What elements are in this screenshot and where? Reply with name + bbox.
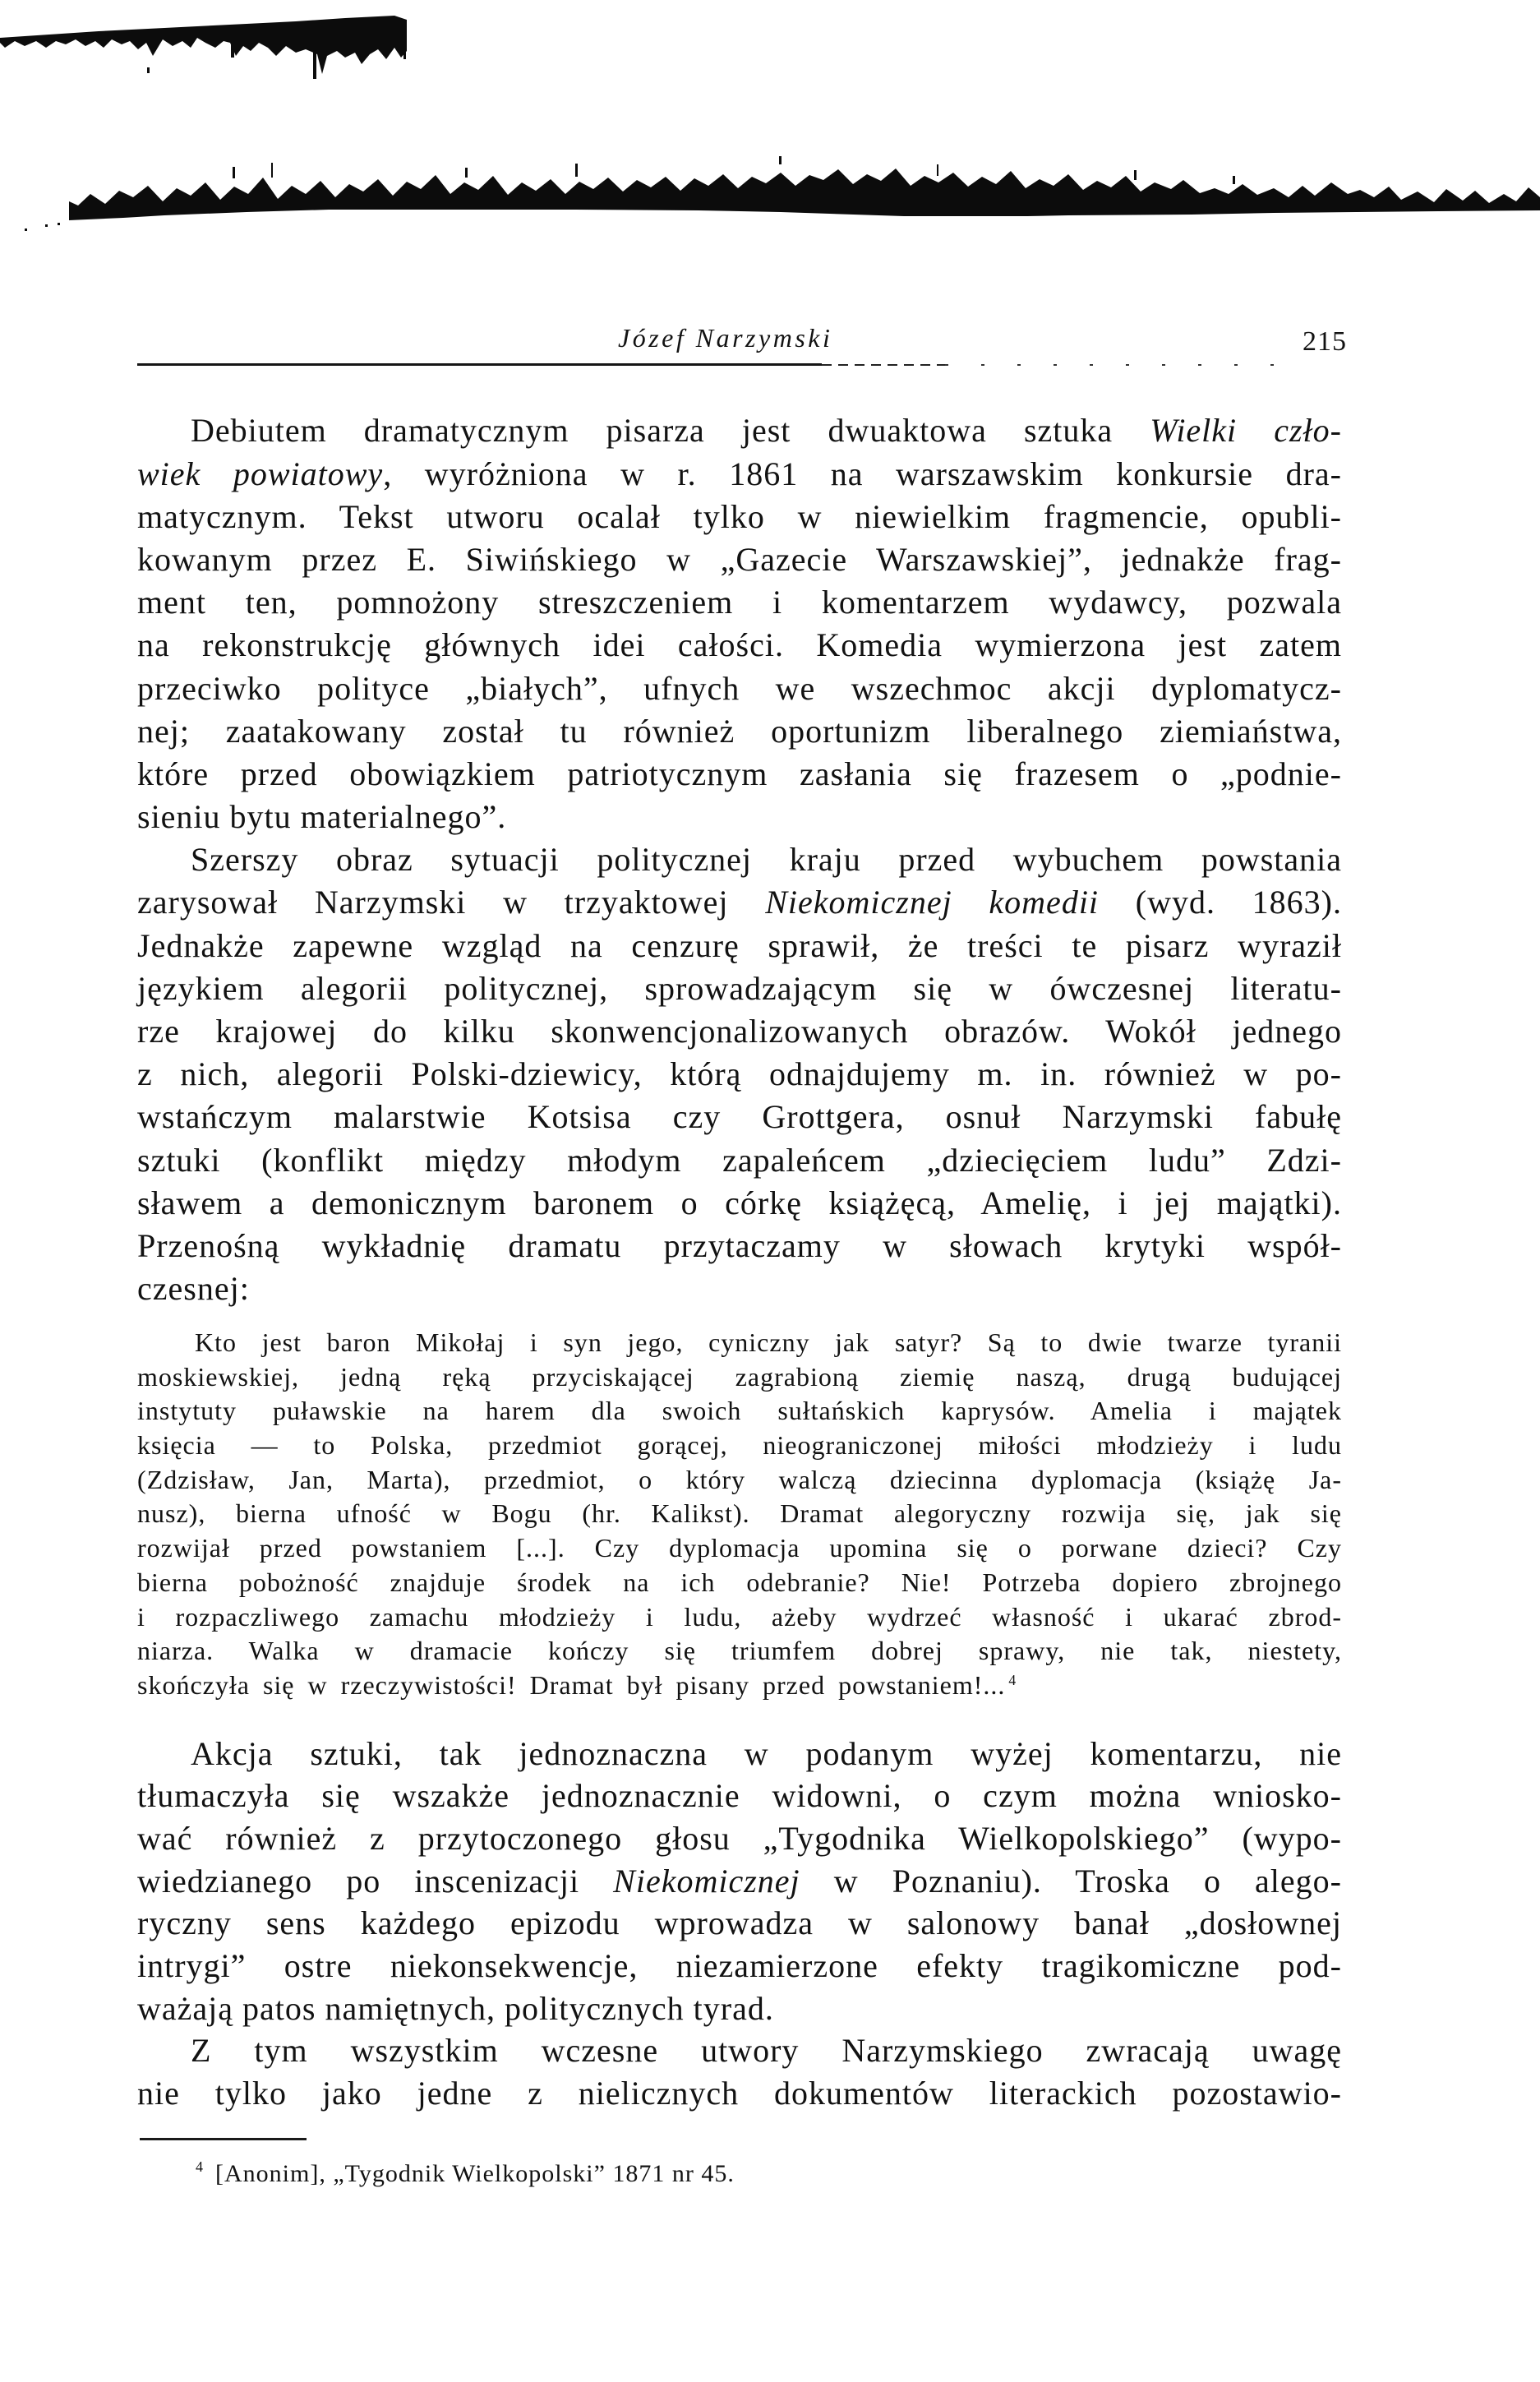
paragraph-2-line bbox=[137, 1267, 1342, 1310]
quote-line: i rozpaczliwego zamachu młodzieży i ludu, ażeby wydrzeć własność i ukarać zbrod- bbox=[137, 1601, 1342, 1632]
quote-line: rozwijał przed powstaniem [...]. Czy dyplomacja upomina się o porwane dzieci? Czy bbox=[137, 1533, 1342, 1563]
quote-line: (Zdzisław, Jan, Marta), przedmiot, o który walczą dziecinna dyplomacja (książę Ja- bbox=[137, 1464, 1342, 1494]
paragraph-2-line bbox=[137, 925, 1342, 967]
paragraph-2-line bbox=[137, 1096, 1342, 1138]
text-run: Przenośną wykładnię dramatu przytaczamy w słowach krytyki współ- bbox=[137, 1226, 1342, 1264]
page-number: 215 bbox=[1303, 326, 1347, 357]
footnote-marker: 4 bbox=[196, 2158, 204, 2175]
quote-line: nusz), bierna ufność w Bogu (hr. Kalikst). Dramat alegoryczny rozwija się, jak się bbox=[137, 1498, 1342, 1529]
paragraph-1-line bbox=[137, 710, 1342, 753]
paragraph-1-line bbox=[137, 538, 1342, 581]
header-rule-faded bbox=[822, 364, 945, 366]
paragraph-1-line bbox=[137, 496, 1342, 538]
text-run: skończyła się w rzeczywistości! Dramat był pisany przed powstaniem!... bbox=[137, 1669, 1006, 1700]
text-run: Akcja sztuki, tak jednoznaczna w podanym wyżej komentarzu, nie bbox=[191, 1734, 1342, 1772]
paragraph-2-line bbox=[137, 1010, 1342, 1053]
paragraph-2-line bbox=[137, 1225, 1342, 1267]
paragraph-3-line bbox=[137, 1775, 1342, 1817]
text-run: czesnej: bbox=[137, 1270, 250, 1308]
text-run: Z tym wszystkim wczesne utwory Narzymskiego zwracają uwagę bbox=[191, 2032, 1342, 2070]
quote-line bbox=[137, 1669, 1342, 1703]
text-run: sztuki (konflikt między młodym zapaleńcem „dziecięciem ludu” Zdzi- bbox=[137, 1141, 1342, 1179]
text-run: ważają patos namiętnych, politycznych tyrad. bbox=[137, 1989, 774, 2027]
body-text-continued bbox=[137, 1733, 1342, 2115]
footnote bbox=[137, 2159, 1342, 2189]
block-quote bbox=[137, 1326, 1342, 1703]
paragraph-3-line bbox=[137, 1987, 1342, 2030]
text-run: matycznym. Tekst utworu ocalał tylko w niewielkim fragmencie, opubli- bbox=[137, 497, 1342, 535]
text-run: językiem alegorii politycznej, sprowadzającym się w ówczesnej literatu- bbox=[137, 969, 1342, 1007]
footnote-text: [Anonim], „Tygodnik Wielkopolski” 1871 nr 45. bbox=[215, 2160, 735, 2187]
paragraph-2-line bbox=[137, 1053, 1342, 1096]
paragraph-1-line bbox=[137, 796, 1342, 838]
text-run: wstańczym malarstwie Kotsisa czy Grottgera, osnuł Narzymski fabułę bbox=[137, 1098, 1342, 1136]
italic-title: Wielki czło- bbox=[1150, 412, 1342, 450]
paragraph-1-line bbox=[137, 624, 1342, 667]
quote-line: bierna pobożność znajduje środek na ich odebranie? Nie! Potrzeba dopiero zbrojnego bbox=[137, 1567, 1342, 1597]
quote-line: instytuty puławskie na harem dla swoich sułtańskich kaprysów. Amelia i majątek bbox=[137, 1396, 1342, 1426]
paragraph-1-line bbox=[137, 453, 1342, 496]
paragraph-1-line bbox=[137, 581, 1342, 624]
paragraph-3-line bbox=[137, 1733, 1342, 1775]
paragraph-2-line bbox=[137, 967, 1342, 1010]
quote-line: niarza. Walka w dramacie kończy się triumfem dobrej sprawy, nie tak, niestety, bbox=[137, 1636, 1342, 1666]
paragraph-4-line bbox=[137, 2072, 1342, 2115]
top-band-smudge bbox=[69, 168, 1540, 220]
paragraph-2-line bbox=[137, 838, 1342, 881]
paragraph-1-line bbox=[137, 409, 1342, 452]
footnote-rule bbox=[140, 2138, 307, 2140]
quote-line: księcia — to Polska, przedmiot gorącej, nieograniczonej miłości młodzieży i ludu bbox=[137, 1430, 1342, 1461]
text-run: wiedzianego po inscenizacji bbox=[137, 1862, 614, 1900]
paragraph-3-line bbox=[137, 1945, 1342, 1987]
paragraph-2-line bbox=[137, 881, 1342, 924]
quote-line: Kto jest baron Mikołaj i syn jego, cyniczny jak satyr? Są to dwie twarze tyranii bbox=[195, 1327, 1342, 1357]
text-run: Szerszy obraz sytuacji politycznej kraju przed wybuchem powstania bbox=[191, 841, 1342, 879]
text-run: , wyróżniona w r. 1861 na warszawskim konkursie dra- bbox=[383, 455, 1342, 492]
running-head-author: Józef Narzymski bbox=[618, 323, 833, 353]
body-text bbox=[137, 409, 1342, 1310]
text-run: nie tylko jako jedne z nielicznych dokumentów literackich pozostawio- bbox=[137, 2075, 1342, 2112]
text-run: tłumaczyła się wszakże jednoznacznie widowni, o czym można wniosko- bbox=[137, 1777, 1342, 1815]
text-run: ryczny sens każdego epizodu wprowadza w salonowy banał „dosłownej bbox=[137, 1904, 1342, 1942]
quote-line: moskiewskiej, jedną ręką przyciskającej zagrabioną ziemię naszą, drugą budującej bbox=[137, 1361, 1342, 1392]
top-left-smudge bbox=[0, 16, 407, 74]
text-run: które przed obowiązkiem patriotycznym zasłania się frazesem o „podnie- bbox=[137, 755, 1342, 792]
text-run: Debiutem dramatycznym pisarza jest dwuaktowa sztuka bbox=[191, 412, 1150, 450]
text-run: kowanym przez E. Siwińskiego w „Gazecie Warszawskiej”, jednakże frag- bbox=[137, 540, 1342, 578]
italic-title: Niekomicznej komedii bbox=[765, 884, 1100, 921]
italic-title: wiek powiatowy bbox=[137, 455, 384, 492]
paragraph-2-line bbox=[137, 1182, 1342, 1225]
text-run: nej; zaatakowany został tu również oportunizm liberalnego ziemiaństwa, bbox=[137, 712, 1342, 750]
paragraph-4-line bbox=[137, 2029, 1342, 2072]
paragraph-1-line bbox=[137, 753, 1342, 796]
text-run: wać również z przytoczonego głosu „Tygodnika Wielkopolskiego” (wypo- bbox=[137, 1819, 1342, 1857]
italic-title: Niekomicznej bbox=[613, 1862, 800, 1900]
header-rule bbox=[137, 363, 822, 366]
scan-artifact-smudges bbox=[0, 0, 1540, 247]
text-run: na rekonstrukcję głównych idei całości. Komedia wymierzona jest zatem bbox=[137, 626, 1342, 664]
text-run: rze krajowej do kilku skonwencjonalizowanych obrazów. Wokół jednego bbox=[137, 1013, 1342, 1050]
paragraph-3-line bbox=[137, 1817, 1342, 1860]
text-run: z nich, alegorii Polski-dziewicy, którą odnajdujemy m. in. również w po- bbox=[137, 1055, 1342, 1093]
paragraph-1-line bbox=[137, 667, 1342, 710]
text-run: (wyd. 1863). bbox=[1099, 884, 1343, 921]
text-run: w Poznaniu). Troska o alego- bbox=[800, 1862, 1342, 1900]
text-run: intrygi” ostre niekonsekwencje, niezamierzone efekty tragikomiczne pod- bbox=[137, 1947, 1342, 1985]
text-run: zarysował Narzymski w trzyaktowej bbox=[137, 884, 766, 921]
header-rule-faded-end bbox=[945, 364, 1286, 366]
paragraph-3-line bbox=[137, 1902, 1342, 1945]
text-run: ment ten, pomnożony streszczeniem i komentarzem wydawcy, pozwala bbox=[137, 584, 1342, 621]
text-run: sieniu bytu materialnego”. bbox=[137, 798, 507, 836]
paragraph-2-line bbox=[137, 1139, 1342, 1182]
text-run: sławem a demonicznym baronem o córkę książęcą, Amelię, i jej majątki). bbox=[137, 1184, 1342, 1221]
text-run: Jednakże zapewne wzgląd na cenzurę sprawił, że treści te pisarz wyraził bbox=[137, 926, 1342, 964]
text-run: przeciwko polityce „białych”, ufnych we wszechmoc akcji dyplomatycz- bbox=[137, 669, 1342, 707]
paragraph-3-line bbox=[137, 1860, 1342, 1903]
footnote-reference: 4 bbox=[1008, 1672, 1017, 1689]
